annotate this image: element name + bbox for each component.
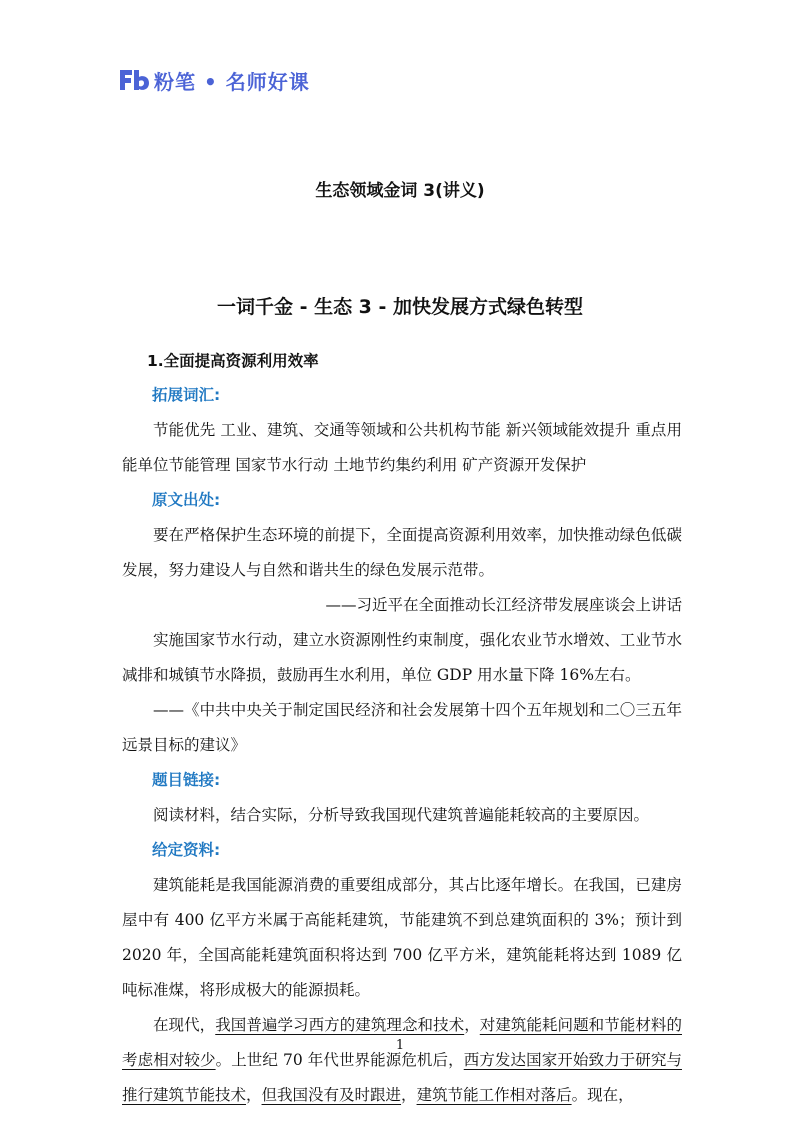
- text-segment: 在现代，: [153, 1016, 216, 1034]
- underlined-phrase: 对建筑能耗问题和节能材料的考虑相对较少: [122, 1016, 682, 1069]
- material-paragraph-2: [122, 1008, 682, 1113]
- brand-logo-text: 粉笔 • 名师好课: [154, 69, 310, 94]
- vocab-paragraph: 节能优先 工业、建筑、交通等领域和公共机构节能 新兴领域能效提升 重点用能单位节能管理 国家节水行动 土地节约集约利用 矿产资源开发保护: [122, 421, 682, 474]
- underlined-phrase: 我国普遍学习西方的建筑理念和技术: [215, 1016, 465, 1034]
- document-subtitle: 一词千金 - 生态 3 - 加快发展方式绿色转型: [216, 296, 584, 318]
- text-segment: 。现在，: [571, 1086, 634, 1104]
- text-segment: 。上世纪 70 年代世界能源危机后，: [215, 1051, 464, 1069]
- page-number: 1: [395, 1038, 405, 1053]
- label-source: 原文出处:: [152, 491, 221, 509]
- underlined-phrase: 但我国没有及时跟进: [261, 1086, 402, 1104]
- label-material: 给定资料:: [152, 841, 221, 859]
- source-attribution-1: ——习近平在全面推动长江经济带发展座谈会上讲话: [325, 596, 682, 614]
- source-attribution-2: ——《中共中央关于制定国民经济和社会发展第十四个五年规划和二〇三五年远景目标的建议》: [122, 701, 682, 754]
- brand-logo: [118, 66, 310, 94]
- label-question: 题目链接:: [152, 771, 221, 789]
- underlined-phrase: 建筑节能工作相对落后: [416, 1086, 572, 1104]
- label-expand-vocab: 拓展词汇:: [152, 386, 221, 404]
- question-paragraph: 阅读材料，结合实际，分析导致我国现代建筑普遍能耗较高的主要原因。: [153, 806, 650, 824]
- underlined-phrase: 西方发达国家开始致力于研究与推行建筑节能技术: [122, 1051, 682, 1104]
- text-segment: ，: [401, 1086, 417, 1104]
- source-paragraph-1: 要在严格保护生态环境的前提下，全面提高资源利用效率，加快推动绿色低碳发展，努力建设人与自然和谐共生的绿色发展示范带。: [122, 526, 682, 579]
- fenbi-logo-icon: [118, 67, 152, 93]
- source-paragraph-2: 实施国家节水行动，建立水资源刚性约束制度，强化农业节水增效、工业节水减排和城镇节水降损，鼓励再生水利用，单位 GDP 用水量下降 16%左右。: [122, 631, 682, 684]
- text-segment: ，: [246, 1086, 262, 1104]
- material-paragraph-1: 建筑能耗是我国能源消费的重要组成部分，其占比逐年增长。在我国，已建房屋中有 400 亿平方米属于高能耗建筑，节能建筑不到总建筑面积的 3%；预计到 2020 年，全国高能耗建筑面积将达到 700 亿平方米，建筑能耗将达到 1089 亿吨标准煤，将形成极大的能源损耗。: [122, 876, 682, 999]
- document-title: 生态领域金词 3(讲义): [315, 181, 485, 201]
- section-title: 1.全面提高资源利用效率: [147, 352, 319, 370]
- text-segment: ，: [464, 1016, 480, 1034]
- document-body: [122, 344, 682, 1113]
